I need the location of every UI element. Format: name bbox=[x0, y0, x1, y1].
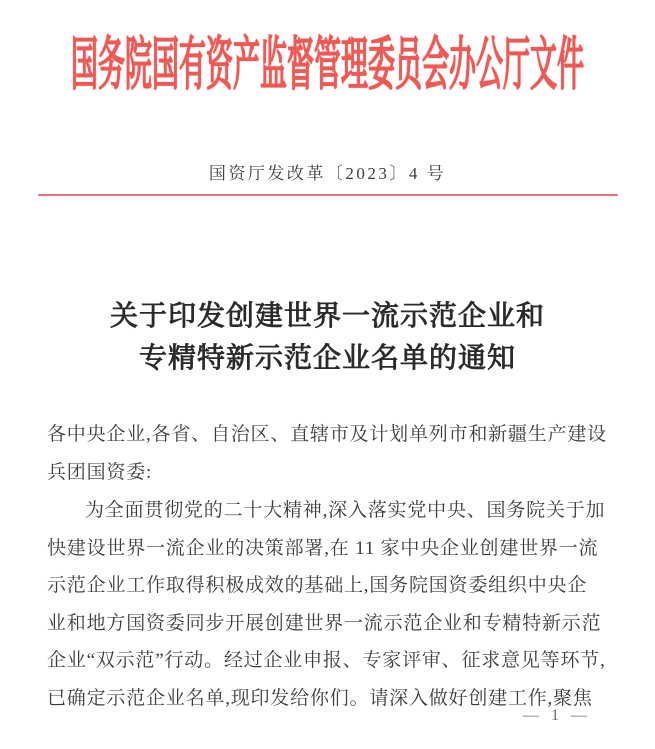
addressee-block bbox=[47, 416, 615, 491]
document-title-line-1: 关于印发创建世界一流示范企业和 bbox=[109, 301, 545, 332]
body-paragraph-line-6: 已确定示范企业名单,现印发给你们。请深入做好创建工作,聚焦 bbox=[47, 687, 593, 709]
letterhead-org-title: 国务院国有资产监督管理委员会办公厅文件 bbox=[71, 32, 584, 97]
body-paragraph-line-2: 快建设世界一流企业的决策部署,在 11 家中央企业创建世界一流 bbox=[47, 537, 599, 559]
document-title bbox=[0, 296, 655, 380]
body-paragraph-line-5: 企业“双示范”行动。经过企业申报、专家评审、征求意见等环节, bbox=[47, 650, 606, 671]
addressee-line-2: 兵团国资委: bbox=[47, 461, 153, 483]
page-number: — 1 — bbox=[523, 707, 591, 724]
body-paragraph-line-4: 业和地方国资委同步开展创建世界一流示范企业和专精特新示范 bbox=[47, 612, 602, 634]
body-paragraph-line-1: 为全面贯彻党的二十大精神,深入落实党中央、国务院关于加 bbox=[85, 500, 606, 521]
body-paragraph-line-3: 示范企业工作取得积极成效的基础上,国务院国资委组织中央企 bbox=[47, 575, 588, 596]
letterhead bbox=[0, 22, 655, 96]
document-number: 国资厅发改革〔2023〕4 号 bbox=[208, 164, 447, 183]
document-title-line-2: 专精特新示范企业名单的通知 bbox=[138, 343, 516, 374]
addressee-line-1: 各中央企业,各省、自治区、直辖市及计划单列市和新疆生产建设 bbox=[47, 424, 607, 445]
red-divider-line bbox=[38, 194, 618, 196]
body-paragraph bbox=[47, 492, 615, 717]
